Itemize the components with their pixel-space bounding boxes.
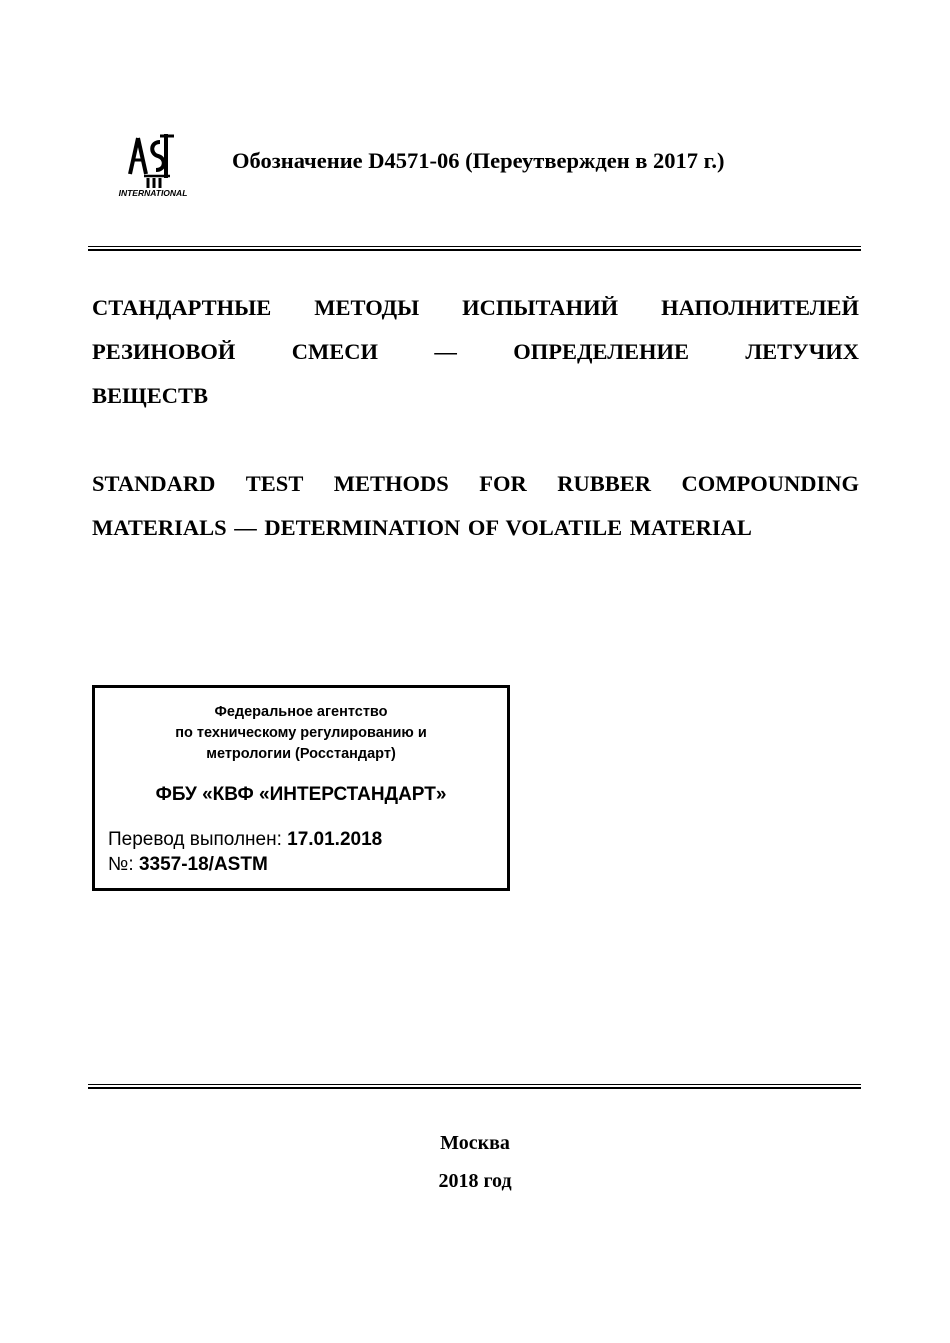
document-designation: Обозначение D4571-06 (Переутвержден в 2017 г.) <box>232 148 725 173</box>
translation-number-value: 3357-18/ASTM <box>138 854 268 875</box>
translation-date-value: 17.01.2018 <box>287 829 383 850</box>
top-divider <box>88 246 861 251</box>
translation-number-label: №: <box>108 854 139 875</box>
title-russian <box>92 286 859 418</box>
organization-name: ФБУ «КВФ «ИНТЕРСТАНДАРТ» <box>155 784 447 805</box>
logo-caption: INTERNATIONAL <box>118 188 188 198</box>
translation-stamp-box <box>92 685 510 891</box>
translation-date-line <box>108 828 382 852</box>
translation-date-label: Перевод выполнен: <box>108 829 288 850</box>
title-en-line-2: MATERIALS — DETERMINATION OF VOLATILE MATERIAL <box>92 515 752 540</box>
publication-year: 2018 год <box>438 1170 512 1192</box>
bottom-divider <box>88 1084 861 1089</box>
title-ru-line-3: ВЕЩЕСТВ <box>92 383 208 408</box>
title-ru-line-2: РЕЗИНОВОЙ СМЕСИ — ОПРЕДЕЛЕНИЕ ЛЕТУЧИХ <box>92 339 859 364</box>
translation-number-line <box>108 853 268 877</box>
title-ru-line-1: СТАНДАРТНЫЕ МЕТОДЫ ИСПЫТАНИЙ НАПОЛНИТЕЛЕЙ <box>92 295 859 320</box>
agency-name: Федеральное агентство по техническому регулированию и метрологии (Росстандарт) <box>175 704 427 762</box>
astm-emblem-icon <box>130 134 174 188</box>
publication-city: Москва <box>440 1132 510 1154</box>
astm-logo <box>108 128 198 200</box>
title-en-line-1: STANDARD TEST METHODS FOR RUBBER COMPOUNDING <box>92 471 859 496</box>
title-english <box>92 462 859 550</box>
